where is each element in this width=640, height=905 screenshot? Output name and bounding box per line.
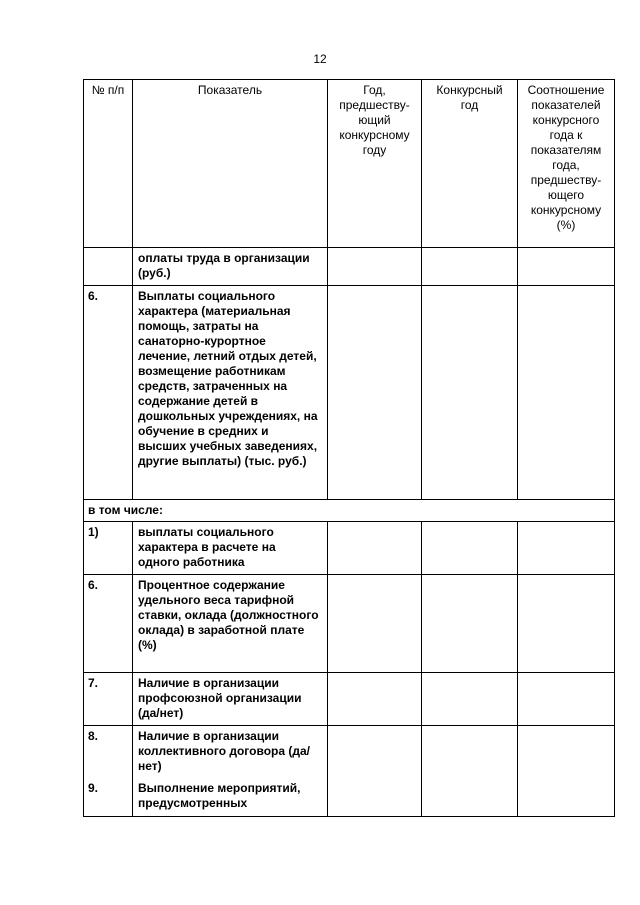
row-number: 8. — [84, 726, 133, 779]
competition-year-cell — [422, 575, 518, 673]
row-indicator: Процентное содержание удельного веса тарифной ставки, оклада (должностного оклада) в заработной плате (%) — [133, 575, 328, 673]
row-indicator: Выполнение мероприятий, предусмотренных — [133, 778, 328, 817]
prev-year-cell — [328, 286, 422, 500]
ratio-cell — [518, 286, 615, 500]
prev-year-cell — [328, 248, 422, 286]
row-indicator: Наличие в организации коллективного договора (да/нет) — [133, 726, 328, 779]
ratio-cell — [518, 778, 615, 817]
subheader-label: в том числе: — [84, 500, 615, 522]
page-number: 12 — [313, 52, 327, 66]
table-row — [84, 726, 615, 779]
ratio-cell — [518, 248, 615, 286]
table-row — [84, 286, 615, 500]
competition-year-cell — [422, 673, 518, 726]
competition-year-cell — [422, 778, 518, 817]
row-indicator: Выплаты социального характера (материальная помощь, затраты на санаторно-курортное лечение, летний отдых детей, возмещение работникам средств, затраченных на содержание детей в дошкольных учреждениях, на обучение в средних и высших учебных заведениях, другие выплаты) (тыс. руб.) — [133, 286, 328, 500]
header-ratio: Соотношение показателей конкурсного года к показателям года, предшеству-ющего конкурсному (%) — [518, 80, 615, 248]
ratio-cell — [518, 575, 615, 673]
ratio-cell — [518, 522, 615, 575]
competition-year-cell — [422, 522, 518, 575]
header-num: № п/п — [84, 80, 133, 248]
competition-year-cell — [422, 286, 518, 500]
prev-year-cell — [328, 522, 422, 575]
prev-year-cell — [328, 778, 422, 817]
row-number — [84, 248, 133, 286]
table-header-row — [84, 80, 615, 248]
row-number: 7. — [84, 673, 133, 726]
table-row — [84, 575, 615, 673]
header-indicator: Показатель — [133, 80, 328, 248]
prev-year-cell — [328, 726, 422, 779]
row-number: 1) — [84, 522, 133, 575]
header-prev-year: Год, предшеству-ющий конкурсному году — [328, 80, 422, 248]
row-indicator: оплаты труда в организации (руб.) — [133, 248, 328, 286]
row-indicator: выплаты социального характера в расчете на одного работника — [133, 522, 328, 575]
header-competition-year: Конкурсный год — [422, 80, 518, 248]
row-number: 6. — [84, 286, 133, 500]
competition-year-cell — [422, 726, 518, 779]
ratio-cell — [518, 726, 615, 779]
row-number: 9. — [84, 778, 133, 817]
prev-year-cell — [328, 575, 422, 673]
table-row — [84, 778, 615, 817]
table-row — [84, 248, 615, 286]
ratio-cell — [518, 673, 615, 726]
table-row — [84, 673, 615, 726]
indicators-table — [83, 79, 615, 817]
competition-year-cell — [422, 248, 518, 286]
table-subheader-row — [84, 500, 615, 522]
row-indicator: Наличие в организации профсоюзной организации (да/нет) — [133, 673, 328, 726]
table-row — [84, 522, 615, 575]
row-number: 6. — [84, 575, 133, 673]
prev-year-cell — [328, 673, 422, 726]
